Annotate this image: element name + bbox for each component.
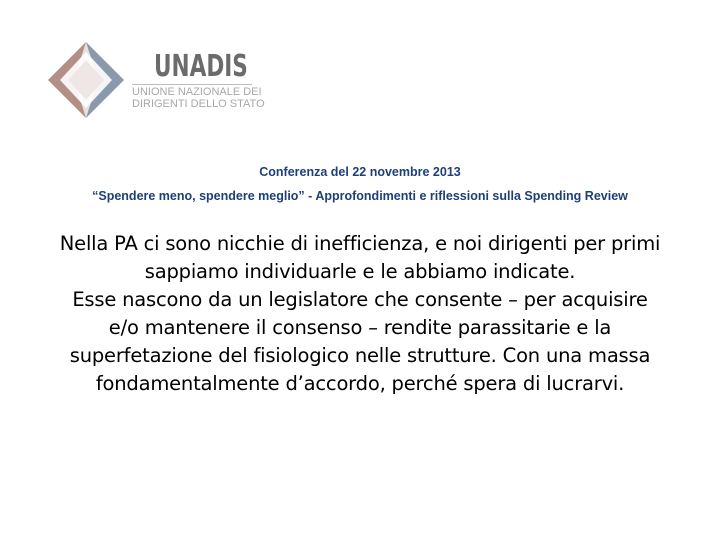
paragraph-2: Esse nascono da un legislatore che consente – per acquisire e/o mantenere il consenso – rendite parassitarie e la superfetazione del fisiologico nelle strutture. Con una massa fondamentalmente d’accordo, perché spera di lucrarvi. bbox=[69, 288, 651, 395]
logo-subtitle-line-1: UNIONE NAZIONALE DEI bbox=[132, 86, 262, 98]
unadis-logo bbox=[44, 38, 284, 138]
logo-name: UNADIS bbox=[154, 49, 248, 84]
logo-divider bbox=[132, 84, 252, 85]
logo-subtitle-line-2: DIRIGENTI DELLO STATO bbox=[132, 98, 265, 110]
conference-header bbox=[0, 160, 720, 208]
logo-subtitle bbox=[132, 86, 265, 110]
main-text bbox=[55, 230, 665, 398]
conference-title: “Spendere meno, spendere meglio” - Approfondimenti e riflessioni sulla Spending Review bbox=[92, 189, 628, 203]
diamond-emblem-icon bbox=[44, 38, 144, 138]
conference-date: Conferenza del 22 novembre 2013 bbox=[259, 165, 461, 179]
paragraph-1: Nella PA ci sono nicchie di inefficienza, e noi dirigenti per primi sappiamo individuarle e le abbiamo indicate. bbox=[59, 232, 661, 283]
